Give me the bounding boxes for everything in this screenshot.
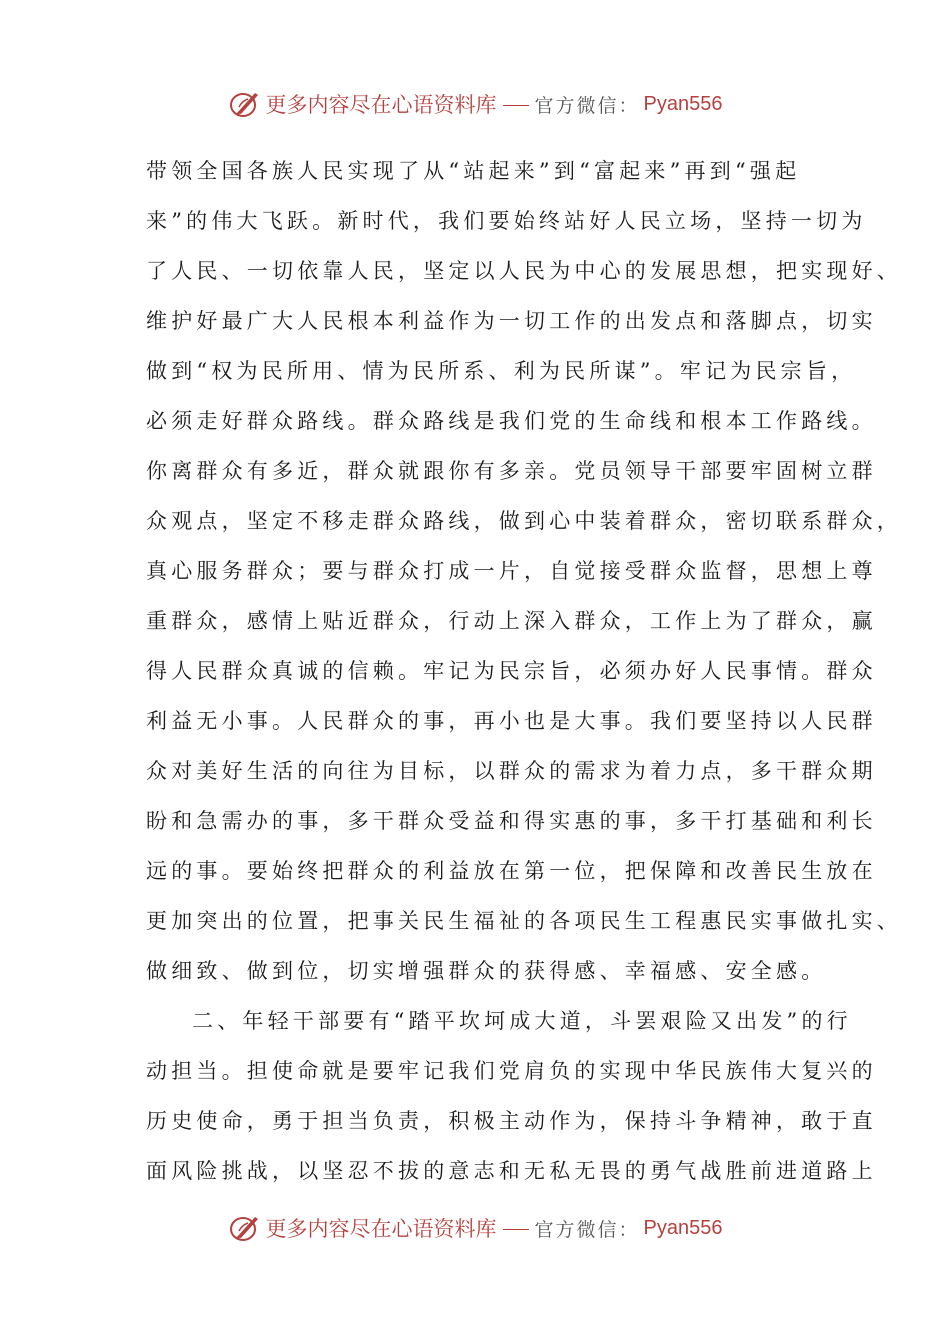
text-line: 众观点，坚定不移走群众路线，做到心中装着群众，密切联系群众， [146, 509, 902, 533]
watermark-dash [503, 1229, 529, 1230]
quill-pen-logo-icon [228, 1211, 262, 1245]
text-line: 真心服务群众；要与群众打成一片，自觉接受群众监督，思想上尊 [146, 559, 877, 583]
watermark-wechat-id: Pyan556 [643, 1216, 723, 1239]
watermark-text: 更多内容尽在心语资料库 [265, 1217, 497, 1241]
section-heading-line: 二、年轻干部要有“踏平坎坷成大道，斗罢艰险又出发”的行 [192, 1009, 852, 1033]
text-line: 得人民群众真诚的信赖。牢记为民宗旨，必须办好人民事情。群众 [146, 659, 877, 683]
text-line: 重群众，感情上贴近群众，行动上深入群众，工作上为了群众，赢 [146, 609, 877, 633]
quill-pen-logo-icon [228, 87, 262, 121]
text-line: 利益无小事。人民群众的事，再小也是大事。我们要坚持以人民群 [146, 709, 877, 733]
header-watermark [0, 84, 950, 124]
text-line: 远的事。要始终把群众的利益放在第一位，把保障和改善民生放在 [146, 859, 877, 883]
watermark-wechat-id: Pyan556 [643, 92, 723, 115]
text-line: 来”的伟大飞跃。新时代，我们要始终站好人民立场，坚持一切为 [146, 209, 867, 233]
text-line: 面风险挑战，以坚忍不拔的意志和无私无畏的勇气战胜前进道路上 [146, 1159, 877, 1183]
document-body [146, 146, 902, 1196]
watermark-dash [503, 105, 529, 106]
text-line: 必须走好群众路线。群众路线是我们党的生命线和根本工作路线。 [146, 409, 877, 433]
text-line: 动担当。担使命就是要牢记我们党肩负的实现中华民族伟大复兴的 [146, 1059, 877, 1083]
text-line: 你离群众有多近，群众就跟你有多亲。党员领导干部要牢固树立群 [146, 459, 877, 483]
watermark-official-label: 官方微信： [534, 1218, 640, 1241]
text-line: 众对美好生活的向往为目标，以群众的需求为着力点，多干群众期 [146, 759, 877, 783]
text-line: 盼和急需办的事，多干群众受益和得实惠的事，多干打基础和利长 [146, 809, 877, 833]
text-line: 历史使命，勇于担当负责，积极主动作为，保持斗争精神，敢于直 [146, 1109, 877, 1133]
text-line: 做细致、做到位，切实增强群众的获得感、幸福感、安全感。 [146, 959, 827, 983]
watermark-official-label: 官方微信： [534, 94, 640, 117]
text-line: 维护好最广大人民根本利益作为一切工作的出发点和落脚点，切实 [146, 309, 877, 333]
watermark-text: 更多内容尽在心语资料库 [265, 93, 497, 117]
footer-watermark [0, 1208, 950, 1248]
text-line: 了人民、一切依靠人民，坚定以人民为中心的发展思想，把实现好、 [146, 259, 902, 283]
text-line: 做到“权为民所用、情为民所系、利为民所谋”。牢记为民宗旨， [146, 359, 857, 383]
text-line: 带领全国各族人民实现了从“站起来”到“富起来”再到“强起 [146, 159, 801, 183]
text-line: 更加突出的位置，把事关民生福祉的各项民生工程惠民实事做扎实、 [146, 909, 902, 933]
